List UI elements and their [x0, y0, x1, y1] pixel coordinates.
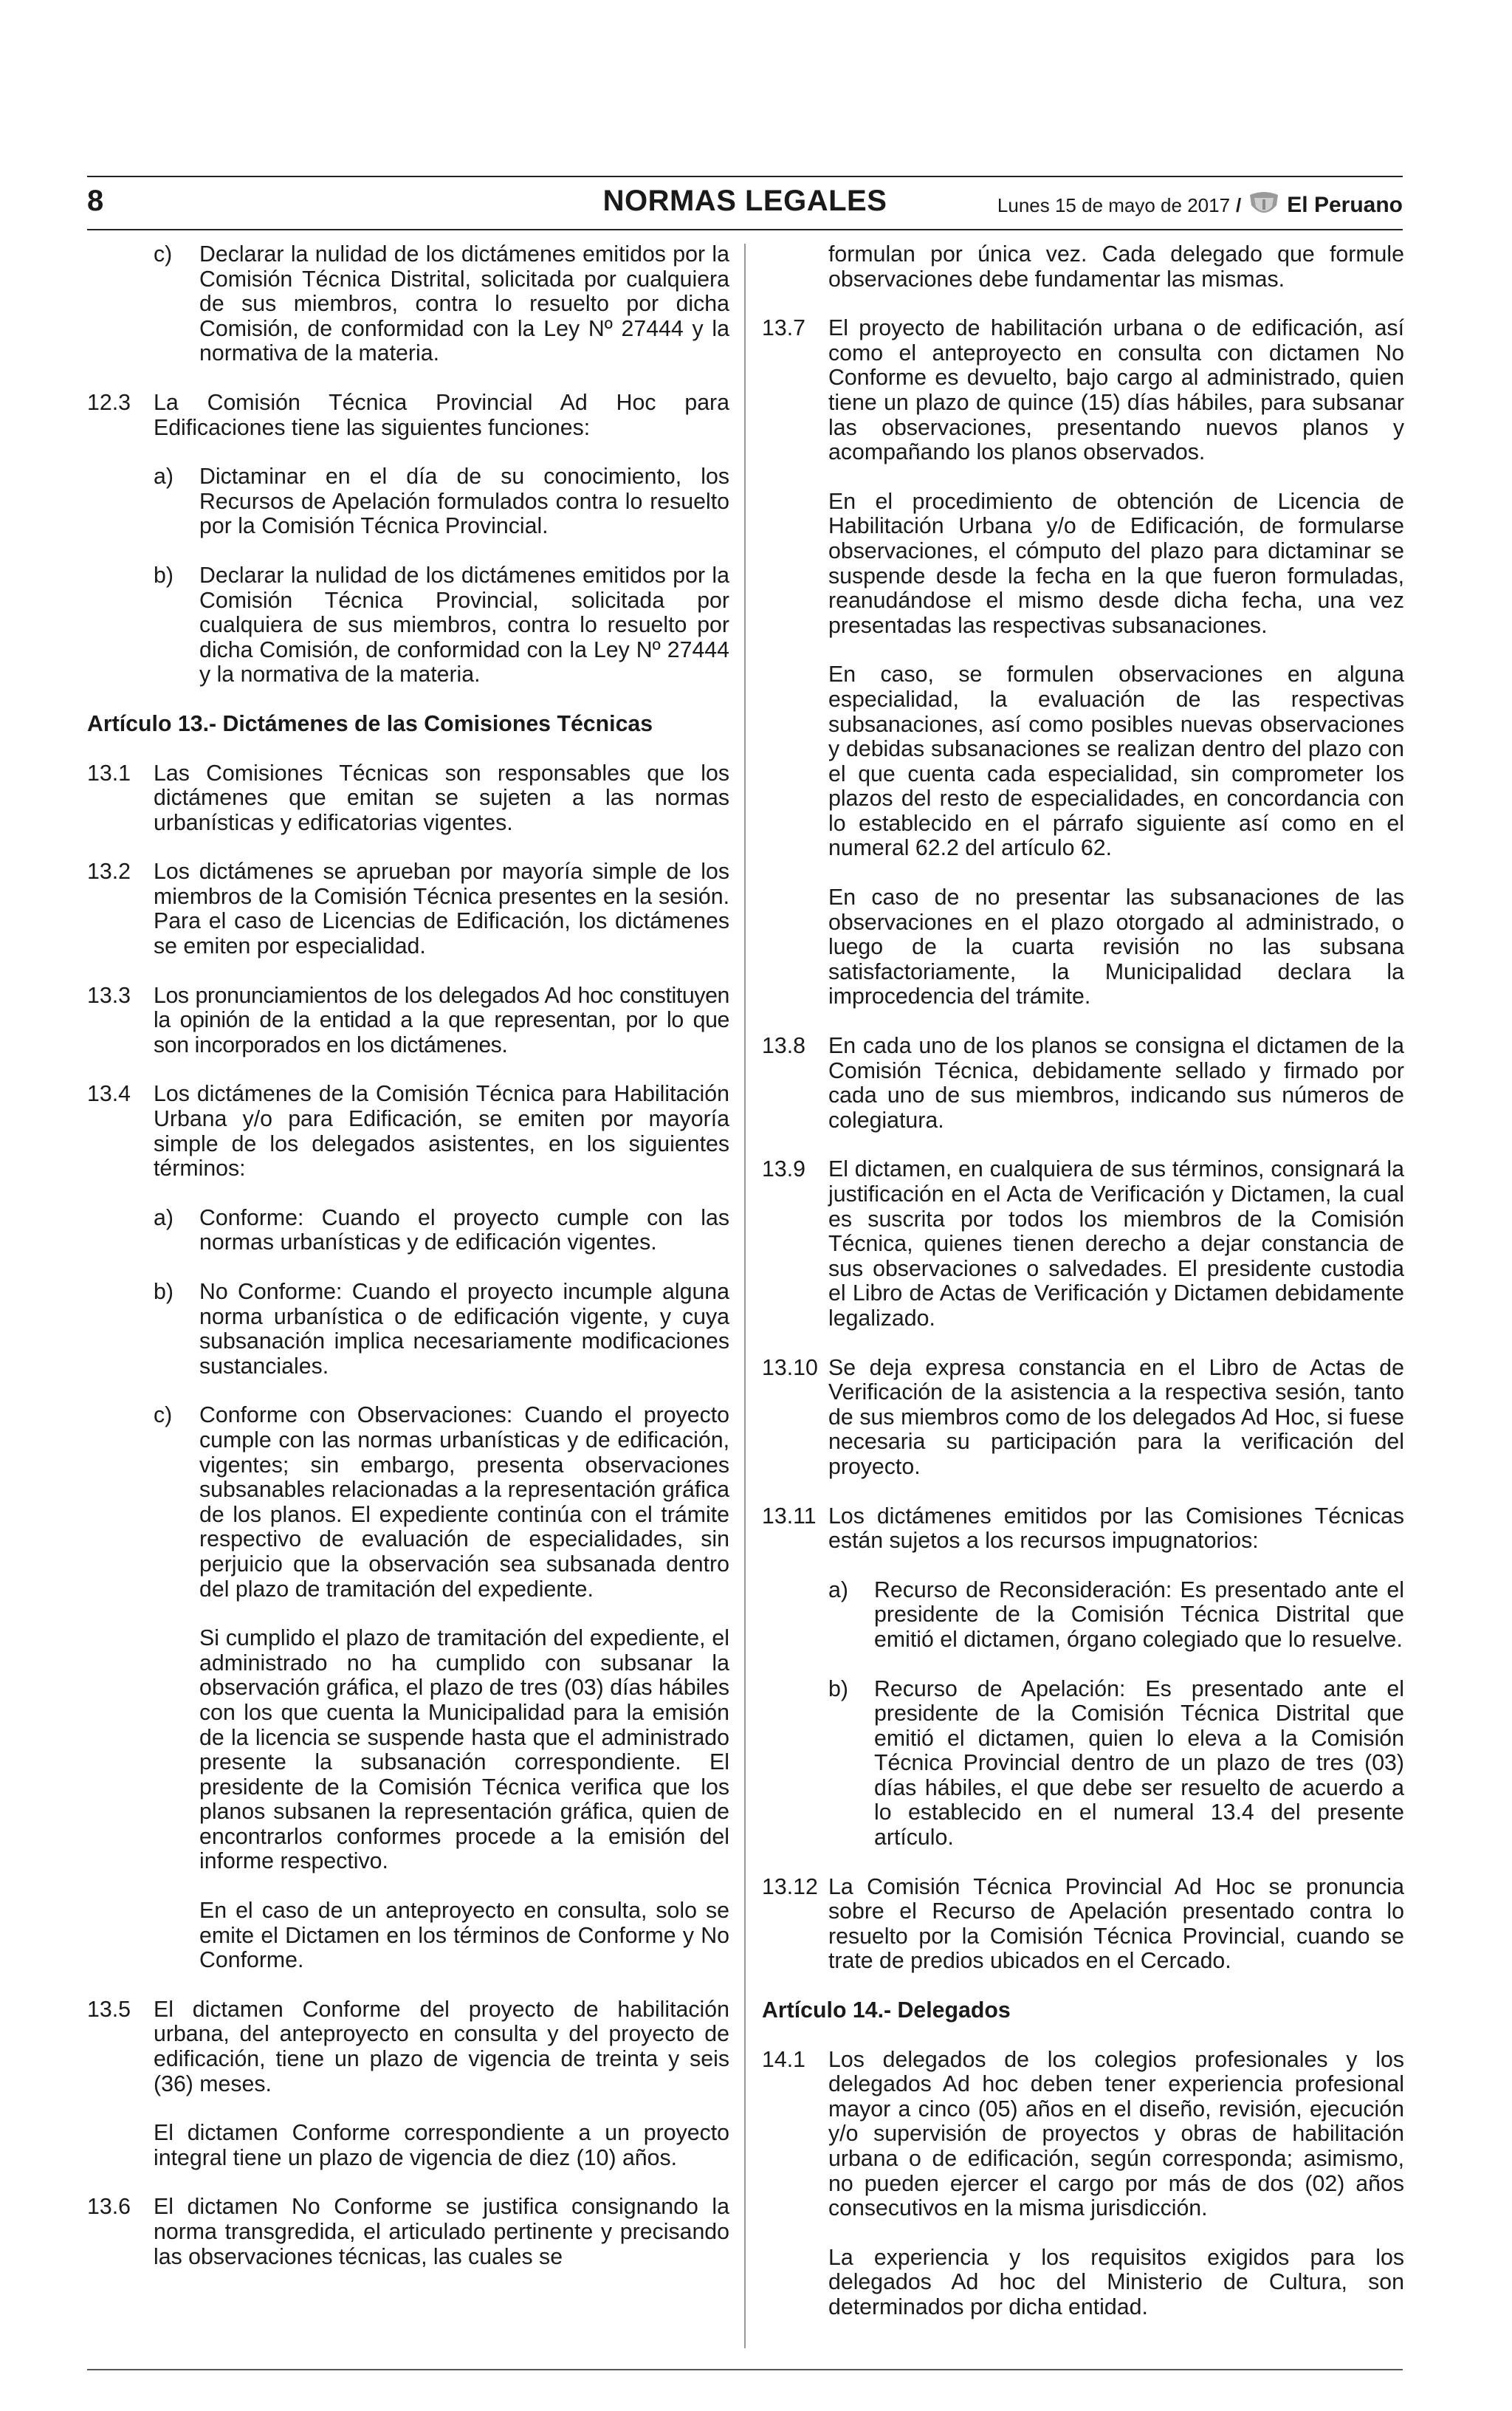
section-text: Los dictámenes emitidos por las Comisiones Técnicas están sujetos a los recursos impugnatorios:	[828, 1503, 1404, 1554]
brand-name: El Peruano	[1287, 193, 1403, 217]
section-number: 13.3	[87, 983, 131, 1008]
item-12-2-c	[87, 242, 729, 366]
section-text: Las Comisiones Técnicas son responsables que los dictámenes que emitan se sujeten a las normas urbanísticas y edificatorias vigentes.	[154, 761, 729, 835]
section-13-5	[87, 1997, 729, 2171]
section-number: 14.1	[762, 2047, 805, 2072]
section-text: El dictamen No Conforme se justifica consignando la norma transgredida, el articulado pertinente y precisando las observaciones técnicas, las cuales se	[154, 2195, 729, 2269]
item-letter: a)	[828, 1577, 848, 1602]
section-body	[828, 2048, 1404, 2320]
section-13-6	[87, 2195, 729, 2269]
footer-rule	[87, 2369, 1403, 2370]
section-paragraph-2: El dictamen Conforme correspondiente a un proyecto integral tiene un plazo de vigencia de diez (10) años.	[154, 2121, 729, 2170]
section-number: 13.6	[87, 2195, 131, 2220]
item-text: No Conforme: Cuando el proyecto incumple alguna norma urbanística o de edificación vigente, y cuya subsanación implica necesariamente modificaciones sustanciales.	[199, 1280, 729, 1379]
item-letter: c)	[154, 1403, 173, 1428]
column-divider	[744, 244, 746, 2348]
header-date-brand	[997, 191, 1403, 220]
section-13-6-continued: formulan por única vez. Cada delegado que formule observaciones debe fundamentar las mismas.	[828, 242, 1404, 292]
header-top-rule	[87, 176, 1403, 177]
sub-item-a	[154, 464, 729, 539]
section-13-3	[87, 984, 729, 1058]
section-13-7	[762, 316, 1404, 1009]
section-paragraph-2: En el procedimiento de obtención de Licencia de Habilitación Urbana y/o de Edificación, de formularse observaciones, el cómputo del plazo para dictaminar se suspende desde la fecha en la que fueron formuladas, reanudándose el mismo desde dicha fecha, una vez presentadas las respectivas subsanaciones.	[828, 489, 1404, 638]
section-number: 13.12	[762, 1874, 818, 1899]
section-13-8	[762, 1034, 1404, 1133]
item-letter: c)	[154, 242, 173, 267]
section-title: NORMAS LEGALES	[602, 185, 887, 217]
left-column	[87, 242, 729, 2362]
item-text: Conforme con Observaciones: Cuando el proyecto cumple con las normas urbanísticas y de edificación, vigentes; sin embargo, presenta observaciones subsanables relacionadas a la representación gráfica de los planos. El expediente continúa con el trámite respectivo de evaluación de especialidades, sin perjuicio que la observación sea subsanada dentro del plazo de tramitación del expediente.	[199, 1403, 729, 1602]
item-text: Dictaminar en el día de su conocimiento, los Recursos de Apelación formulados contra lo resuelto por la Comisión Técnica Provincial.	[199, 464, 729, 539]
section-number: 13.8	[762, 1034, 805, 1059]
sub-item-b	[828, 1677, 1404, 1851]
section-text: La Comisión Técnica Provincial Ad Hoc para Edificaciones tiene las siguientes funciones:	[154, 390, 729, 440]
section-paragraph-4: En caso de no presentar las subsanaciones de las observaciones en el plazo otorgado al administrado, o luego de la cuarta revisión no las subsana satisfactoriamente, la Municipalidad declara la improcedencia del trámite.	[828, 885, 1404, 1009]
section-12-3	[87, 391, 729, 687]
page-number: 8	[87, 185, 104, 217]
sub-item-a	[828, 1578, 1404, 1653]
item-paragraph-2: Si cumplido el plazo de tramitación del expediente, el administrado no ha cumplido con subsanar la observación gráfica, el plazo de tres (03) días hábiles con los que cuenta la Municipalidad para la emisión de la licencia se suspende hasta que el administrado presente la subsanación correspondiente. El presidente de la Comisión Técnica verifica que los planos subsanen la representación gráfica, quien de encontrarlos conformes procede a la emisión del informe respectivo.	[199, 1626, 729, 1874]
item-text: Recurso de Apelación: Es presentado ante el presidente de la Comisión Técnica Distrital que emitió el dictamen, quien lo eleva a la Comisión Técnica Provincial dentro de un plazo de tres (03) días hábiles, el que debe ser resuelto de acuerdo a lo establecido en el numeral 13.4 del presente artículo.	[874, 1676, 1404, 1851]
section-number: 13.11	[762, 1503, 817, 1529]
section-text: El dictamen, en cualquiera de sus términos, consignará la justificación en el Acta de Verificación y Dictamen, la cual es suscrita por todos los miembros de la Comisión Técnica, quienes tienen derecho a dejar constancia de sus observaciones o salvedades. El presidente custodia el Libro de Actas de Verificación y Dictamen debidamente legalizado.	[828, 1157, 1404, 1331]
sub-item-a	[154, 1206, 729, 1255]
item-text: Recurso de Reconsideración: Es presentado ante el presidente de la Comisión Técnica Distrital que emitió el dictamen, órgano colegiado que lo resuelve.	[874, 1577, 1404, 1652]
section-13-10	[762, 1356, 1404, 1480]
section-number: 13.4	[87, 1082, 131, 1107]
section-body	[154, 391, 729, 687]
section-number: 13.1	[87, 761, 131, 786]
item-body	[199, 1403, 729, 1972]
header-bottom-rule	[87, 229, 1403, 230]
section-text: Los dictámenes se aprueban por mayoría simple de los miembros de la Comisión Técnica presentes en la sesión. Para el caso de Licencias de Edificación, los dictámenes se emiten por especialidad.	[154, 860, 729, 959]
section-14-1	[762, 2048, 1404, 2320]
sub-item-b	[154, 563, 729, 687]
section-paragraph-2: La experiencia y los requisitos exigidos para los delegados Ad hoc del Ministerio de Cultura, son determinados por dicha entidad.	[828, 2245, 1404, 2319]
date-separator: /	[1236, 193, 1242, 216]
page-header	[87, 176, 1403, 233]
section-text: Se deja expresa constancia en el Libro de Actas de Verificación de la asistencia a la respectiva sesión, tanto de sus miembros como de los delegados Ad Hoc, si fuese necesaria su participación para la verificación del proyecto.	[828, 1355, 1404, 1479]
item-letter: b)	[828, 1676, 848, 1701]
item-text: Declarar la nulidad de los dictámenes emitidos por la Comisión Técnica Provincial, solicitada por cualquiera de sus miembros, contra lo resuelto por dicha Comisión, de conformidad con la Ley Nº 27444 y la normativa de la materia.	[199, 563, 729, 687]
section-number: 13.10	[762, 1355, 818, 1380]
section-number: 13.9	[762, 1157, 805, 1182]
item-text: Conforme: Cuando el proyecto cumple con las normas urbanísticas y de edificación vigentes.	[199, 1205, 729, 1255]
section-body	[154, 1997, 729, 2171]
coat-of-arms-icon	[1247, 191, 1281, 220]
item-letter: b)	[154, 563, 173, 588]
section-body	[828, 1504, 1404, 1851]
section-number: 13.7	[762, 316, 805, 341]
section-text: El proyecto de habilitación urbana o de edificación, así como el anteproyecto en consulta con dictamen No Conforme es devuelto, bajo cargo al administrado, quien tiene un plazo de quince (15) días hábiles, para subsanar las observaciones, presentando nuevos planos y acompañando los planos observados.	[828, 316, 1404, 465]
section-text: Los delegados de los colegios profesionales y los delegados Ad hoc deben tener experiencia profesional mayor a cinco (05) años en el diseño, revisión, ejecución y/o supervisión de proyectos y obras de habilitación urbana o de edificación, según corresponda; asimismo, no pueden ejercer el cargo por más de dos (02) años consecutivos en la misma jurisdicción.	[828, 2047, 1404, 2221]
right-column	[762, 242, 1404, 2362]
section-paragraph-3: En caso, se formulen observaciones en alguna especialidad, la evaluación de las respectivas subsanaciones, así como posibles nuevas observaciones y debidas subsanaciones se realizan dentro del plazo con el que cuenta cada especialidad, sin comprometer los plazos del resto de especialidades, en concordancia con lo establecido en el párrafo siguiente así como en el numeral 62.2 del artículo 62.	[828, 662, 1404, 861]
section-13-2	[87, 860, 729, 958]
section-number: 13.5	[87, 1997, 131, 2022]
section-13-4	[87, 1082, 729, 1972]
article-13-heading: Artículo 13.- Dictámenes de las Comisiones Técnicas	[87, 711, 653, 736]
section-text: El dictamen Conforme del proyecto de habilitación urbana, del anteproyecto en consulta y del proyecto de edificación, tiene un plazo de vigencia de treinta y seis (36) meses.	[154, 1997, 729, 2096]
section-number: 13.2	[87, 860, 131, 885]
item-letter: b)	[154, 1280, 173, 1304]
section-13-11	[762, 1504, 1404, 1851]
section-text: Los pronunciamientos de los delegados Ad hoc constituyen la opinión de la entidad a la que representan, por lo que son incorporados en los dictámenes.	[154, 983, 729, 1057]
sub-item-c	[154, 1403, 729, 1972]
section-text: En cada uno de los planos se consigna el dictamen de la Comisión Técnica, debidamente sellado y firmado por cada uno de sus miembros, indicando sus números de colegiatura.	[828, 1034, 1404, 1133]
section-13-12	[762, 1875, 1404, 1974]
item-letter: a)	[154, 1205, 173, 1230]
issue-date: Lunes 15 de mayo de 2017	[997, 193, 1231, 216]
item-letter: a)	[154, 464, 173, 490]
article-14-heading: Artículo 14.- Delegados	[762, 1998, 1011, 2023]
sub-item	[154, 242, 729, 366]
section-13-1	[87, 761, 729, 836]
section-13-9	[762, 1157, 1404, 1331]
sub-item-b	[154, 1280, 729, 1379]
section-text: Los dictámenes de la Comisión Técnica para Habilitación Urbana y/o para Edificación, se emiten por mayoría simple de los delegados asistentes, en los siguientes términos:	[154, 1082, 729, 1182]
section-body	[828, 316, 1404, 1009]
section-body	[154, 1082, 729, 1972]
section-text: La Comisión Técnica Provincial Ad Hoc se pronuncia sobre el Recurso de Apelación presentado contra lo resuelto por la Comisión Técnica Provincial, cuando se trate de predios ubicados en el Cercado.	[828, 1874, 1404, 1974]
section-number: 12.3	[87, 390, 131, 415]
item-paragraph-3: En el caso de un anteproyecto en consulta, solo se emite el Dictamen en los términos de Conforme y No Conforme.	[199, 1899, 729, 1973]
item-text: Declarar la nulidad de los dictámenes emitidos por la Comisión Técnica Distrital, solicitada por cualquiera de sus miembros, contra lo resuelto por dicha Comisión, de conformidad con la Ley Nº 27444 y la normativa de la materia.	[199, 242, 729, 366]
